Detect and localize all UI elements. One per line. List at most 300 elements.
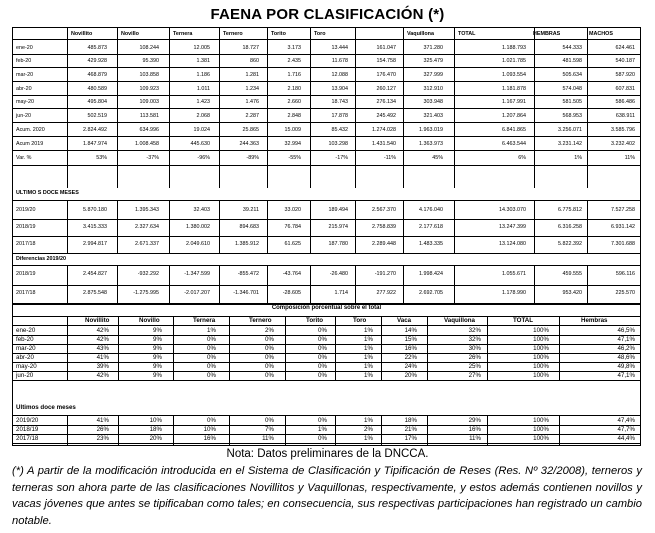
cell-value: 187.780 bbox=[328, 241, 348, 247]
cell-value: 48,6% bbox=[617, 354, 635, 361]
cell-value: 7.301.688 bbox=[611, 241, 635, 247]
cell-value: 1.167.991 bbox=[502, 99, 526, 105]
cell-value: 109.923 bbox=[139, 86, 159, 92]
row-label: jun-20 bbox=[16, 372, 34, 379]
cell-value: 325.479 bbox=[423, 58, 443, 64]
cell-value: -191.270 bbox=[374, 271, 396, 277]
table-row bbox=[13, 335, 640, 344]
cell-value: 103.298 bbox=[328, 141, 348, 147]
cell-value: 1.423 bbox=[196, 99, 210, 105]
cell-value: 953.420 bbox=[562, 290, 582, 296]
row-label: feb-20 bbox=[16, 58, 32, 64]
cell-value: 13.247.399 bbox=[499, 224, 526, 230]
section-label: Ultimos doce meses bbox=[16, 404, 76, 411]
cell-value: 30% bbox=[468, 345, 481, 352]
cell-value: 371.280 bbox=[423, 45, 443, 51]
cell-value: 13.904 bbox=[331, 86, 348, 92]
col-header: Ternero bbox=[223, 31, 243, 37]
cell-value: 13.124.080 bbox=[499, 241, 526, 247]
cell-value: 26% bbox=[96, 426, 109, 433]
cell-value: 2.289.448 bbox=[372, 241, 396, 247]
cell-value: 5.870.180 bbox=[83, 207, 107, 213]
cell-value: 260.127 bbox=[376, 86, 396, 92]
table-row bbox=[13, 362, 640, 371]
cell-value: 276.134 bbox=[376, 99, 396, 105]
cell-value: 85.432 bbox=[331, 127, 348, 133]
cell-value: 6.775.812 bbox=[558, 207, 582, 213]
cell-value: 0% bbox=[207, 354, 216, 361]
cell-value: -1.346.701 bbox=[233, 290, 259, 296]
table-row bbox=[13, 124, 640, 136]
col-header: HEMBRAS bbox=[533, 31, 561, 37]
cell-value: 2.848 bbox=[287, 113, 301, 119]
table-row bbox=[13, 221, 640, 233]
cell-value: 2.824.492 bbox=[83, 127, 107, 133]
cell-value: 480.589 bbox=[87, 86, 107, 92]
col-header: Novillito bbox=[71, 31, 93, 37]
cell-value: 10% bbox=[149, 417, 162, 424]
cell-value: 43% bbox=[96, 345, 109, 352]
col-header: Vaquillona bbox=[444, 317, 475, 324]
col-header: Novillito bbox=[85, 317, 110, 324]
row-label: 2018/19 bbox=[16, 271, 36, 277]
cell-value: 45% bbox=[432, 155, 443, 161]
table-row bbox=[13, 425, 640, 434]
table-row bbox=[13, 83, 640, 95]
cell-value: 634.996 bbox=[139, 127, 159, 133]
row-divider bbox=[13, 108, 640, 109]
cell-value: 14% bbox=[404, 327, 417, 334]
cell-value: -89% bbox=[246, 155, 259, 161]
cell-value: -37% bbox=[146, 155, 159, 161]
cell-value: 7% bbox=[265, 426, 274, 433]
cell-value: 47,1% bbox=[617, 372, 635, 379]
cell-value: 20% bbox=[149, 435, 162, 442]
cell-value: 0% bbox=[207, 363, 216, 370]
cell-value: 2.180 bbox=[287, 86, 301, 92]
cell-value: 61.625 bbox=[284, 241, 301, 247]
cell-value: 468.879 bbox=[87, 72, 107, 78]
cell-value: 76.784 bbox=[284, 224, 301, 230]
cell-value: 22% bbox=[404, 354, 417, 361]
row-divider bbox=[13, 316, 640, 317]
cell-value: -43.764 bbox=[282, 271, 301, 277]
footnote: (*) A partir de la modificación introducida en el Sistema de Clasificación y Tipificación de Reses (Res. Nº 32/2008), terneros y terneras son ahora parte de las clasificaciones Novillitos y Vaquillonas, respectivamente, y estos además contienen novillos y vacas jóvenes que antes se tipificaban como tales; en consecuencia, sus respectivas participaciones han registrado un cambio notable. bbox=[12, 465, 642, 527]
table-row bbox=[13, 55, 640, 67]
cell-value: 47,7% bbox=[617, 426, 635, 433]
cell-value: 586.486 bbox=[615, 99, 635, 105]
cell-value: 100% bbox=[533, 336, 549, 343]
cell-value: 12.005 bbox=[193, 45, 210, 51]
cell-value: 100% bbox=[533, 426, 549, 433]
cell-value: 1% bbox=[318, 426, 327, 433]
cell-value: 32% bbox=[468, 327, 481, 334]
cell-value: 25% bbox=[468, 363, 481, 370]
cell-value: 0% bbox=[318, 336, 327, 343]
cell-value: 100% bbox=[533, 435, 549, 442]
cell-value: -28.605 bbox=[282, 290, 301, 296]
cell-value: 1.281 bbox=[245, 72, 259, 78]
col-header: Hembras bbox=[581, 317, 608, 324]
col-header: Torito bbox=[306, 317, 324, 324]
row-label: Acum. 2020 bbox=[16, 127, 45, 133]
cell-value: 5.822.392 bbox=[558, 241, 582, 247]
cell-value: 1.381 bbox=[196, 58, 210, 64]
cell-value: 2.671.337 bbox=[135, 241, 159, 247]
cell-value: 42% bbox=[96, 336, 109, 343]
cell-value: 1.483.335 bbox=[419, 241, 443, 247]
cell-value: 1.008.458 bbox=[135, 141, 159, 147]
cell-value: 277.922 bbox=[376, 290, 396, 296]
cell-value: 2.177.618 bbox=[419, 224, 443, 230]
table-row bbox=[13, 344, 640, 353]
cell-value: 1% bbox=[364, 327, 373, 334]
cell-value: 3.232.402 bbox=[611, 141, 635, 147]
cell-value: 1.716 bbox=[287, 72, 301, 78]
table-row bbox=[13, 287, 640, 299]
cell-value: 24% bbox=[404, 363, 417, 370]
col-header: Vaquillona bbox=[407, 31, 434, 37]
cell-value: 42% bbox=[96, 372, 109, 379]
row-divider bbox=[13, 285, 640, 286]
cell-value: 100% bbox=[533, 372, 549, 379]
cell-value: 638.911 bbox=[615, 113, 635, 119]
cell-value: 2.660 bbox=[287, 99, 301, 105]
table-row bbox=[13, 138, 640, 150]
cell-value: 495.804 bbox=[87, 99, 107, 105]
row-label: 2019/20 bbox=[16, 207, 36, 213]
cell-value: 0% bbox=[318, 372, 327, 379]
cell-value: 0% bbox=[318, 327, 327, 334]
cell-value: 3.173 bbox=[287, 45, 301, 51]
cell-value: 2.994.817 bbox=[83, 241, 107, 247]
cell-value: 18.727 bbox=[242, 45, 259, 51]
cell-value: 1% bbox=[364, 417, 373, 424]
cell-value: 100% bbox=[533, 345, 549, 352]
cell-value: 41% bbox=[96, 417, 109, 424]
row-divider bbox=[13, 136, 640, 137]
cell-value: 11% bbox=[469, 435, 481, 442]
col-header: Toro bbox=[314, 31, 326, 37]
cell-value: 26% bbox=[468, 354, 481, 361]
cell-value: 44,4% bbox=[617, 435, 635, 442]
cell-value: 860 bbox=[250, 58, 259, 64]
table-row bbox=[13, 268, 640, 280]
cell-value: 245.492 bbox=[376, 113, 396, 119]
table-row bbox=[13, 204, 640, 216]
cell-value: 1% bbox=[207, 327, 216, 334]
col-header: TOTAL bbox=[458, 31, 476, 37]
row-divider bbox=[13, 122, 640, 123]
cell-value: 0% bbox=[318, 345, 327, 352]
cell-value: 27% bbox=[468, 372, 481, 379]
cell-value: -1.275.995 bbox=[133, 290, 159, 296]
cell-value: 95.390 bbox=[142, 58, 159, 64]
cell-value: 0% bbox=[318, 363, 327, 370]
cell-value: 2.049.610 bbox=[186, 241, 210, 247]
col-header: Ternera bbox=[173, 31, 193, 37]
composition-title: Composición porcentual sobre el total bbox=[271, 305, 382, 311]
cell-value: 0% bbox=[207, 336, 216, 343]
cell-value: 14.303.070 bbox=[499, 207, 526, 213]
cell-value: 1.395.343 bbox=[135, 207, 159, 213]
cell-value: 2.875.548 bbox=[83, 290, 107, 296]
table-row bbox=[13, 434, 640, 443]
cell-value: 12.088 bbox=[331, 72, 348, 78]
cell-value: 18.743 bbox=[331, 99, 348, 105]
cell-value: 1% bbox=[364, 336, 373, 343]
cell-value: 189.494 bbox=[328, 207, 348, 213]
col-header: Toro bbox=[353, 317, 367, 324]
cell-value: 1.181.878 bbox=[502, 86, 526, 92]
cell-value: 9% bbox=[153, 336, 162, 343]
cell-value: 0% bbox=[318, 354, 327, 361]
cell-value: 215.974 bbox=[328, 224, 348, 230]
row-divider bbox=[13, 253, 640, 254]
cell-value: 596.116 bbox=[615, 271, 635, 277]
cell-value: 23% bbox=[96, 435, 109, 442]
row-label: 2017/18 bbox=[16, 290, 36, 296]
cell-value: 3.256.071 bbox=[558, 127, 582, 133]
cell-value: 1.207.864 bbox=[502, 113, 526, 119]
cell-value: 161.047 bbox=[376, 45, 396, 51]
cell-value: 7.527.258 bbox=[611, 207, 635, 213]
cell-value: 1% bbox=[364, 363, 373, 370]
cell-value: 15.009 bbox=[284, 127, 301, 133]
cell-value: 18% bbox=[149, 426, 162, 433]
cell-value: 39% bbox=[96, 363, 109, 370]
section-label: ULTIMO S DOCE MESES bbox=[16, 190, 79, 196]
cell-value: 108.244 bbox=[139, 45, 159, 51]
cell-value: 6.931.142 bbox=[611, 224, 635, 230]
cell-value: 574.048 bbox=[562, 86, 582, 92]
cell-value: 29% bbox=[468, 417, 481, 424]
cell-value: 11% bbox=[262, 435, 274, 442]
cell-value: 502.519 bbox=[87, 113, 107, 119]
table-row bbox=[13, 42, 640, 54]
cell-value: 1% bbox=[364, 354, 373, 361]
cell-value: 49,8% bbox=[617, 363, 635, 370]
cell-value: 33.020 bbox=[284, 207, 301, 213]
cell-value: 3.415.333 bbox=[83, 224, 107, 230]
cell-value: 2.758.839 bbox=[372, 224, 396, 230]
cell-value: 0% bbox=[265, 354, 274, 361]
cell-value: 581.505 bbox=[562, 99, 582, 105]
cell-value: 225.570 bbox=[615, 290, 635, 296]
cell-value: 39.211 bbox=[242, 207, 259, 213]
cell-value: 0% bbox=[265, 417, 274, 424]
cell-value: 0% bbox=[265, 363, 274, 370]
col-header: Ternero bbox=[249, 317, 272, 324]
cell-value: 2.068 bbox=[196, 113, 210, 119]
cell-value: 1.963.019 bbox=[419, 127, 443, 133]
cell-value: 485.873 bbox=[87, 45, 107, 51]
cell-value: -1.347.599 bbox=[184, 271, 210, 277]
cell-value: -17% bbox=[335, 155, 348, 161]
table-row bbox=[13, 353, 640, 362]
cell-value: 100% bbox=[533, 327, 549, 334]
cell-value: 1.186 bbox=[196, 72, 210, 78]
row-label: 2017/18 bbox=[16, 241, 36, 247]
cell-value: 1% bbox=[574, 155, 582, 161]
page-title: FAENA POR CLASIFICACIÓN (*) bbox=[210, 6, 445, 23]
cell-value: 19.024 bbox=[193, 127, 210, 133]
cell-value: 17.878 bbox=[331, 113, 348, 119]
cell-value: 2.567.370 bbox=[372, 207, 396, 213]
row-label: 2017/18 bbox=[16, 435, 39, 442]
col-header: Torito bbox=[271, 31, 286, 37]
cell-value: 18% bbox=[404, 417, 417, 424]
cell-value: 109.003 bbox=[139, 99, 159, 105]
row-divider bbox=[13, 165, 640, 166]
cell-value: 1.011 bbox=[196, 86, 210, 92]
cell-value: 2.327.634 bbox=[135, 224, 159, 230]
faena-table bbox=[12, 27, 641, 304]
cell-value: 1.714 bbox=[334, 290, 348, 296]
cell-value: 1.188.793 bbox=[502, 45, 526, 51]
cell-value: 0% bbox=[265, 372, 274, 379]
col-header: TOTAL bbox=[513, 317, 534, 324]
row-label: 2018/19 bbox=[16, 426, 39, 433]
cell-value: 16% bbox=[203, 435, 216, 442]
row-divider bbox=[13, 236, 640, 237]
table-row bbox=[13, 110, 640, 122]
cell-value: 1.476 bbox=[245, 99, 259, 105]
cell-value: 459.555 bbox=[562, 271, 582, 277]
row-label: Acum 2019 bbox=[16, 141, 44, 147]
cell-value: 32.403 bbox=[193, 207, 210, 213]
cell-value: 0% bbox=[265, 336, 274, 343]
row-divider bbox=[13, 200, 640, 201]
composition-table bbox=[12, 304, 641, 446]
row-divider bbox=[13, 443, 640, 444]
cell-value: 1.847.974 bbox=[83, 141, 107, 147]
row-label: Var. % bbox=[16, 155, 32, 161]
cell-value: -932.292 bbox=[137, 271, 159, 277]
cell-value: 0% bbox=[265, 345, 274, 352]
cell-value: 17% bbox=[404, 435, 417, 442]
cell-value: 1.021.785 bbox=[502, 58, 526, 64]
cell-value: 2.435 bbox=[287, 58, 301, 64]
cell-value: 445.630 bbox=[190, 141, 210, 147]
cell-value: 9% bbox=[153, 327, 162, 334]
cell-value: 1.093.554 bbox=[502, 72, 526, 78]
cell-value: 6% bbox=[518, 155, 526, 161]
row-label: ene-20 bbox=[16, 327, 36, 334]
cell-value: 3.585.796 bbox=[611, 127, 635, 133]
cell-value: 1.998.424 bbox=[419, 271, 443, 277]
row-label: abr-20 bbox=[16, 354, 34, 361]
cell-value: 9% bbox=[153, 345, 162, 352]
cell-value: 47,4% bbox=[617, 417, 635, 424]
row-label: may-20 bbox=[16, 363, 37, 370]
cell-value: 100% bbox=[533, 417, 549, 424]
cell-value: 15% bbox=[404, 336, 417, 343]
cell-value: 6.841.865 bbox=[502, 127, 526, 133]
cell-value: 505.634 bbox=[562, 72, 582, 78]
cell-value: -2.017.207 bbox=[184, 290, 210, 296]
cell-value: 624.461 bbox=[615, 45, 635, 51]
row-divider bbox=[13, 39, 640, 40]
table-row bbox=[13, 416, 640, 425]
cell-value: 11% bbox=[624, 155, 635, 161]
cell-value: 32% bbox=[468, 336, 481, 343]
cell-value: 41% bbox=[96, 354, 109, 361]
col-header: Ternera bbox=[193, 317, 216, 324]
cell-value: 312.910 bbox=[423, 86, 443, 92]
cell-value: 42% bbox=[96, 327, 109, 334]
cell-value: 46,5% bbox=[617, 327, 635, 334]
table-row bbox=[13, 69, 640, 81]
cell-value: 2% bbox=[364, 426, 373, 433]
col-header: Novillo bbox=[139, 317, 160, 324]
cell-value: 1% bbox=[364, 345, 373, 352]
cell-value: 0% bbox=[318, 435, 327, 442]
col-header: Vaca bbox=[397, 317, 412, 324]
cell-value: 481.598 bbox=[562, 58, 582, 64]
row-label: ene-20 bbox=[16, 45, 33, 51]
cell-value: 10% bbox=[203, 426, 216, 433]
table-row bbox=[13, 152, 640, 164]
cell-value: 100% bbox=[533, 354, 549, 361]
row-divider bbox=[13, 81, 640, 82]
row-label: jun-20 bbox=[16, 113, 31, 119]
cell-value: 540.187 bbox=[615, 58, 635, 64]
cell-value: 429.928 bbox=[87, 58, 107, 64]
cell-value: 1.234 bbox=[245, 86, 259, 92]
cell-value: 103.858 bbox=[139, 72, 159, 78]
row-label: 2018/19 bbox=[16, 224, 36, 230]
cell-value: 9% bbox=[153, 372, 162, 379]
cell-value: 6.463.544 bbox=[502, 141, 526, 147]
cell-value: 2.692.705 bbox=[419, 290, 443, 296]
cell-value: 2% bbox=[265, 327, 274, 334]
cell-value: 113.581 bbox=[139, 113, 159, 119]
cell-value: 176.470 bbox=[376, 72, 396, 78]
cell-value: 21% bbox=[404, 426, 417, 433]
cell-value: -96% bbox=[197, 155, 210, 161]
cell-value: 16% bbox=[468, 426, 481, 433]
row-label: 2019/20 bbox=[16, 417, 39, 424]
cell-value: 20% bbox=[404, 372, 417, 379]
cell-value: 1.363.973 bbox=[419, 141, 443, 147]
cell-value: 0% bbox=[207, 345, 216, 352]
section-label: Diferencias 2019/20 bbox=[16, 256, 67, 262]
cell-value: 1% bbox=[364, 372, 373, 379]
row-divider bbox=[13, 150, 640, 151]
note: Nota: Datos preliminares de la DNCCA. bbox=[226, 448, 429, 460]
col-header: MACHOS bbox=[589, 31, 613, 37]
cell-value: 1.380.002 bbox=[186, 224, 210, 230]
row-label: feb-20 bbox=[16, 336, 34, 343]
cell-value: 568.953 bbox=[562, 113, 582, 119]
cell-value: 607.831 bbox=[615, 86, 635, 92]
row-label: mar-20 bbox=[16, 345, 36, 352]
table-row bbox=[13, 96, 640, 108]
cell-value: 13.444 bbox=[331, 45, 348, 51]
table-row bbox=[13, 326, 640, 335]
row-label: abr-20 bbox=[16, 86, 32, 92]
cell-value: -26.480 bbox=[329, 271, 348, 277]
cell-value: 0% bbox=[207, 417, 216, 424]
cell-value: 1.178.990 bbox=[502, 290, 526, 296]
cell-value: -55% bbox=[288, 155, 301, 161]
cell-value: 1% bbox=[364, 435, 373, 442]
cell-value: 244.363 bbox=[239, 141, 259, 147]
row-divider bbox=[13, 380, 640, 381]
cell-value: -855.472 bbox=[237, 271, 259, 277]
row-divider bbox=[13, 67, 640, 68]
